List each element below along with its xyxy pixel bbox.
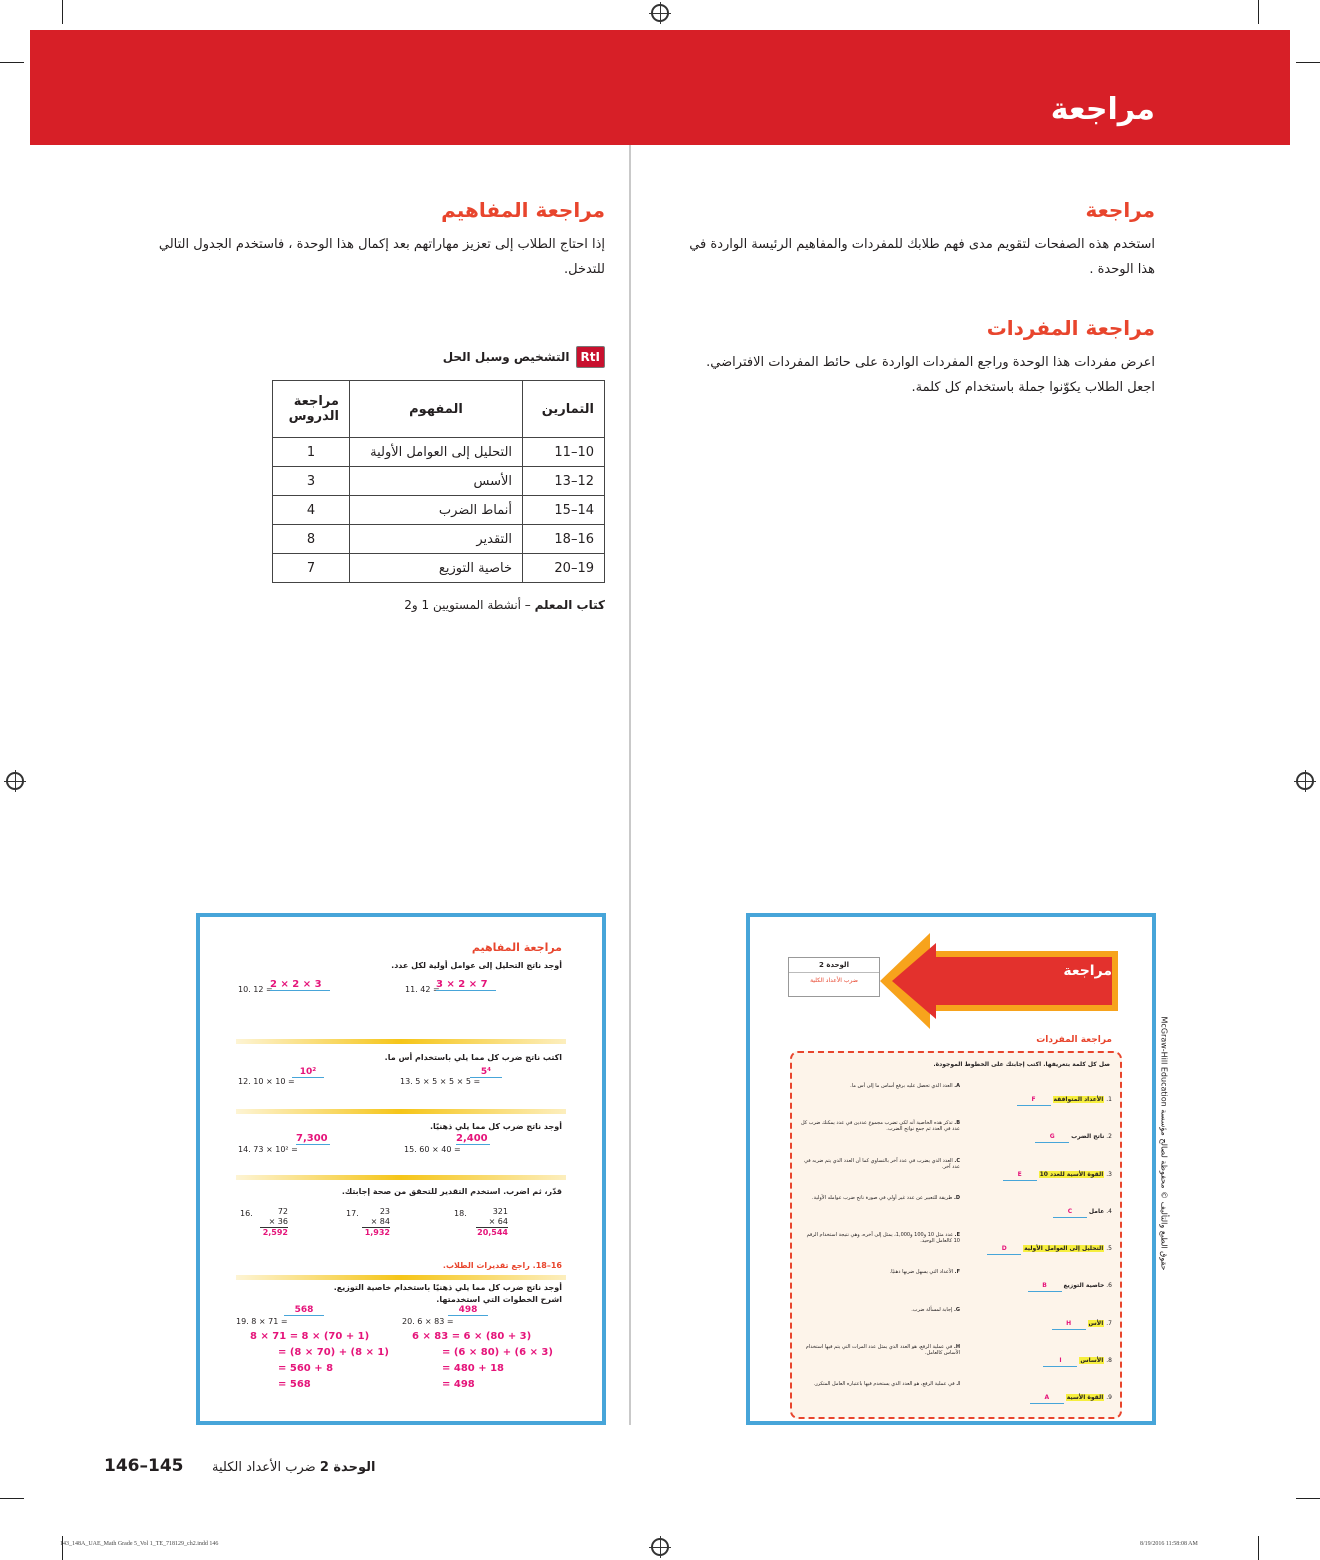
review-arrow-banner-icon xyxy=(860,931,1130,1031)
thumb-title: مراجعة المفاهيم xyxy=(471,941,562,954)
cell-exercises: 14–15 xyxy=(523,496,605,525)
definition-item xyxy=(800,1381,960,1418)
table-row xyxy=(273,496,605,525)
q17-top: 23 xyxy=(379,1207,390,1216)
term-text: الأساس xyxy=(1080,1357,1104,1365)
q20-step: 6 × 83 = 6 × (80 + 3) xyxy=(412,1331,532,1342)
slug-file: 143_148A_UAE_Math Grade 5_Vol 1_TE_718129_ch2.indd 146 xyxy=(60,1541,219,1547)
concepts-review-heading: مراجعة المفاهيم xyxy=(441,198,605,222)
q18-problem xyxy=(476,1207,508,1238)
registration-mark-icon xyxy=(651,1538,669,1556)
definition-letter: H. xyxy=(953,1344,960,1351)
cell-concept: أنماط الضرب xyxy=(349,496,522,525)
q12-answer: 10² xyxy=(292,1067,324,1078)
q14-answer: 7,300 xyxy=(296,1133,330,1145)
teacher-book-label: كتاب المعلم xyxy=(534,598,605,612)
slug-date: 8/19/2016 11:58:08 AM xyxy=(1140,1541,1198,1547)
q17-number: 17. xyxy=(346,1209,359,1218)
definition-letter: E. xyxy=(954,1232,960,1239)
review-paragraph-line: هذا الوحدة . xyxy=(1089,262,1155,277)
definition-text: العدد الذي تحصل عليه برفع أساس ما إلى أس ما. xyxy=(850,1083,953,1089)
term-answer: A xyxy=(1030,1393,1064,1404)
definition-item xyxy=(800,1120,960,1157)
copyright-side-text: حقوق الطبع والتأليف © محفوظة لصالح مؤسسة McGraw-Hill Education xyxy=(1159,1016,1169,1271)
table-header-row xyxy=(273,381,605,438)
cell-concept: التحليل إلى العوامل الأولية xyxy=(349,438,522,467)
table-row xyxy=(273,554,605,583)
vocab-paragraph-line: اعرض مفردات هذا الوحدة وراجع المفردات الواردة على حائط المفردات الافتراضي. xyxy=(706,355,1155,370)
vocab-review-heading: مراجعة المفردات xyxy=(986,316,1155,340)
term-answer: B xyxy=(1028,1281,1062,1292)
q16-number: 16. xyxy=(240,1209,253,1218)
definition-text: الأعداد التي يسهل ضربها ذهنيًا. xyxy=(889,1269,954,1276)
vocab-instruction: صل كل كلمة بتعريفها. اكتب إجابتك على الخطوط الموجودة. xyxy=(933,1061,1110,1068)
column-divider xyxy=(629,145,631,1425)
crop-mark xyxy=(62,1536,63,1560)
q11-answer: 3 × 2 × 7 xyxy=(436,979,496,991)
q20-step: = 498 xyxy=(442,1379,475,1390)
divider-line xyxy=(236,1175,566,1180)
q17-answer: 1,932 xyxy=(364,1228,390,1237)
definition-letter: C. xyxy=(954,1157,960,1164)
registration-mark-icon xyxy=(1296,772,1314,790)
q16-18-note: 16–18. راجع تقديرات الطلاب. xyxy=(442,1261,562,1270)
term-item xyxy=(972,1193,1112,1230)
term-answer: I xyxy=(1043,1356,1077,1367)
definition-letter: A. xyxy=(954,1083,960,1089)
col-header-exercises: التمارين xyxy=(523,381,605,438)
header-banner xyxy=(30,30,1290,145)
cell-exercises: 19–20 xyxy=(523,554,605,583)
q19-step: = 560 + 8 xyxy=(278,1363,334,1374)
crop-mark xyxy=(1258,1536,1259,1560)
q19-step: = (8 × 70) + (8 × 1) xyxy=(278,1347,389,1358)
crop-mark xyxy=(0,62,24,63)
col-header-concept: المفهوم xyxy=(349,381,522,438)
term-number: 3. xyxy=(1106,1170,1112,1178)
vocab-review-thumbnail xyxy=(746,913,1156,1425)
definition-text: في عملية الرفع، هو العدد الذي يستخدم فيها باعتباره العامل المتكرر. xyxy=(813,1381,955,1388)
definition-text: طريقة للتعبير عن عدد غير أولي في صورة ناتج ضرب عوامله الأولية. xyxy=(812,1194,953,1201)
q19-step: = 568 xyxy=(278,1379,311,1390)
cell-lesson: 4 xyxy=(273,496,350,525)
vocab-exercise-box xyxy=(790,1051,1122,1419)
term-text: عامل xyxy=(1088,1207,1105,1215)
term-number: 5. xyxy=(1106,1245,1112,1253)
definition-letter: D. xyxy=(953,1194,960,1201)
q18-answer: 20,544 xyxy=(477,1228,508,1237)
q19-answer: 568 xyxy=(284,1305,324,1316)
q18-number: 18. xyxy=(454,1209,467,1218)
vocab-section-title: مراجعة المفردات xyxy=(1036,1035,1112,1045)
term-text: الأعداد المتوافقة xyxy=(1053,1096,1104,1103)
crop-mark xyxy=(0,1498,24,1499)
q19-steps xyxy=(250,1329,389,1393)
page-numbers: 146–145 xyxy=(104,1456,184,1476)
col-header-lessons: مراجعة الدروس xyxy=(273,381,350,438)
definition-text: تذكر هذه الخاصية أنه لكي تضرب مجموع عددين في عدد يمكنك ضرب كل عدد في العدد ثم جمع نواتج الضرب. xyxy=(800,1120,960,1133)
concepts-review-thumbnail xyxy=(196,913,606,1425)
crop-mark xyxy=(62,0,63,24)
concepts-review-paragraph xyxy=(125,232,605,282)
term-answer: H xyxy=(1052,1319,1086,1330)
crop-mark xyxy=(1296,1498,1320,1499)
q19-step: 8 × 71 = 8 × (70 + 1) xyxy=(250,1331,370,1342)
term-answer: E xyxy=(1003,1170,1037,1181)
teacher-book-text: – أنشطة المستويين 1 و2 xyxy=(404,598,535,612)
thumb-instruction: أوجد ناتج ضرب كل مما يلي ذهنيًا. xyxy=(429,1122,562,1131)
table-row xyxy=(273,438,605,467)
q19-label: 19. 8 × 71 = xyxy=(236,1317,288,1326)
cell-lesson: 3 xyxy=(273,467,350,496)
concepts-paragraph-line: للتدخل. xyxy=(563,262,605,277)
q11-label: 11. 42 = xyxy=(405,985,440,994)
q12-label: 12. 10 × 10 = xyxy=(238,1077,295,1086)
term-answer: D xyxy=(987,1244,1021,1255)
term-item xyxy=(972,1267,1112,1304)
vocab-review-paragraph xyxy=(665,350,1155,400)
term-number: 7. xyxy=(1106,1319,1112,1327)
q13-answer: 5⁴ xyxy=(470,1067,502,1078)
banner-title: مراجعة xyxy=(1050,92,1155,127)
footer-unit-label: الوحدة 2 xyxy=(319,1460,376,1475)
definition-text: إجابة لمسألة ضرب. xyxy=(911,1306,953,1313)
terms-list xyxy=(972,1081,1112,1417)
review-paragraph-line: استخدم هذه الصفحات لتقويم مدى فهم طلابك للمفردات والمفاهيم الرئيسة الواردة في xyxy=(689,237,1155,252)
unit-box xyxy=(788,957,880,997)
definition-item xyxy=(800,1195,960,1232)
term-number: 4. xyxy=(1106,1207,1112,1215)
term-text: القوة الأسية للعدد 10 xyxy=(1039,1170,1104,1178)
term-text: خاصية التوزيع xyxy=(1063,1282,1105,1290)
table-row xyxy=(273,467,605,496)
definition-text: في عملية الرفع، هو العدد الذي يمثل عدد المرات التي يتم فيها استخدام الأساس كالعامل. xyxy=(805,1344,960,1357)
term-answer: C xyxy=(1053,1207,1087,1218)
definition-item xyxy=(800,1344,960,1381)
definition-text: عدد مثل 10 و100 و1,000، يمثل إلى آخره، وهي نتيجة استخدام الرقم 10 كالعامل الوحيد. xyxy=(806,1232,960,1245)
thumb-instruction: أوجد ناتج ضرب كل مما يلي ذهنيًا باستخدام خاصية التوزيع. xyxy=(333,1283,562,1292)
definition-letter: F. xyxy=(954,1269,960,1276)
rti-badge-icon: RtI xyxy=(576,346,605,368)
definition-item xyxy=(800,1307,960,1344)
crop-mark xyxy=(1258,0,1259,24)
registration-mark-icon xyxy=(651,4,669,22)
definition-item xyxy=(800,1269,960,1306)
q13-label: 13. 5 × 5 × 5 × 5 = xyxy=(400,1077,481,1086)
q10-label: 10. 12 = xyxy=(238,985,273,994)
term-text: التحليل إلى العوامل الأولية xyxy=(1024,1245,1104,1253)
term-number: 2. xyxy=(1106,1133,1112,1141)
concepts-paragraph-line: إذا احتاج الطلاب إلى تعزيز مهاراتهم بعد إكمال هذا الوحدة ، فاستخدم الجدول التالي xyxy=(158,237,605,252)
registration-mark-icon xyxy=(6,772,24,790)
q18-top: 321 xyxy=(492,1207,508,1216)
term-text: القوة الأسية xyxy=(1066,1394,1104,1402)
term-item xyxy=(972,1305,1112,1342)
q16-problem xyxy=(260,1207,288,1238)
q14-label: 14. 73 × 10² = xyxy=(238,1145,298,1154)
thumb-instruction: أوجد ناتج التحليل إلى عوامل أولية لكل عدد. xyxy=(391,961,562,970)
review-heading: مراجعة xyxy=(1085,198,1155,222)
unit-label: الوحدة 2 xyxy=(789,958,879,973)
rti-title: التشخيص وسبل الحل xyxy=(442,350,570,364)
definition-letter: G. xyxy=(953,1306,960,1313)
vocab-paragraph-line: اجعل الطلاب يكوّنوا جملة باستخدام كل كلمة. xyxy=(911,380,1155,395)
cell-concept: الأسس xyxy=(349,467,522,496)
cell-exercises: 12–13 xyxy=(523,467,605,496)
q20-step: = 480 + 18 xyxy=(442,1363,504,1374)
term-item xyxy=(972,1230,1112,1267)
term-item xyxy=(972,1156,1112,1193)
term-text: ناتج الضرب xyxy=(1071,1133,1105,1141)
term-answer: G xyxy=(1035,1132,1069,1143)
definitions-list xyxy=(800,1083,960,1419)
thumb-tag: مراجعة xyxy=(1063,963,1112,979)
term-answer: F xyxy=(1017,1095,1051,1106)
cell-concept: خاصية التوزيع xyxy=(349,554,522,583)
q20-step: = (6 × 80) + (6 × 3) xyxy=(442,1347,553,1358)
q15-answer: 2,400 xyxy=(456,1133,490,1145)
definition-text: العدد الذي يضرب في عدد آخر بالتساوي كما أن العدد الذي يتم ضربه في عدد آخر. xyxy=(804,1157,960,1170)
cell-exercises: 10–11 xyxy=(523,438,605,467)
cell-exercises: 16–18 xyxy=(523,525,605,554)
table-row xyxy=(273,525,605,554)
thumb-instruction: اشرح الخطوات التي استخدمتها. xyxy=(436,1295,562,1304)
cell-concept: التقدير xyxy=(349,525,522,554)
footer-unit xyxy=(212,1460,375,1475)
term-item xyxy=(972,1342,1112,1379)
q16-top: 72 xyxy=(277,1207,288,1216)
review-paragraph xyxy=(665,232,1155,282)
term-number: 8. xyxy=(1106,1357,1112,1365)
teacher-book-note xyxy=(404,598,605,612)
crop-mark xyxy=(1296,62,1320,63)
cell-lesson: 1 xyxy=(273,438,350,467)
footer-unit-title: ضرب الأعداد الكلية xyxy=(212,1460,316,1475)
q17-multiplier: × 84 xyxy=(362,1217,390,1228)
definition-letter: B. xyxy=(954,1120,960,1127)
q15-label: 15. 60 × 40 = xyxy=(404,1145,461,1154)
definition-item xyxy=(800,1083,960,1120)
divider-line xyxy=(236,1109,566,1114)
cell-lesson: 7 xyxy=(273,554,350,583)
rti-header xyxy=(443,346,605,368)
divider-line xyxy=(236,1275,566,1280)
term-number: 9. xyxy=(1106,1394,1112,1402)
definition-letter: I. xyxy=(956,1381,960,1388)
term-number: 6. xyxy=(1106,1282,1112,1290)
rti-table xyxy=(272,380,605,583)
q20-answer: 498 xyxy=(448,1305,488,1316)
q16-answer: 2,592 xyxy=(262,1228,288,1237)
term-item xyxy=(972,1081,1112,1118)
term-number: 1. xyxy=(1106,1096,1112,1103)
divider-line xyxy=(236,1039,566,1044)
unit-subtitle: ضرب الأعداد الكلية xyxy=(810,977,858,984)
term-item xyxy=(972,1118,1112,1155)
thumb-instruction: قدّر، ثم اضرب. استخدم التقدير للتحقق من صحة إجابتك. xyxy=(341,1187,562,1196)
definition-item xyxy=(800,1232,960,1269)
q18-multiplier: × 64 xyxy=(476,1217,508,1228)
term-text: الأس xyxy=(1088,1319,1104,1327)
q10-answer: 2 × 2 × 3 xyxy=(270,979,330,991)
term-item xyxy=(972,1379,1112,1416)
cell-lesson: 8 xyxy=(273,525,350,554)
q16-multiplier: × 36 xyxy=(260,1217,288,1228)
q20-label: 20. 6 × 83 = xyxy=(402,1317,454,1326)
thumb-instruction: اكتب ناتج ضرب كل مما يلي باستخدام أس ما. xyxy=(384,1053,562,1062)
definition-item xyxy=(800,1158,960,1195)
q20-steps xyxy=(412,1329,553,1393)
q17-problem xyxy=(362,1207,390,1238)
